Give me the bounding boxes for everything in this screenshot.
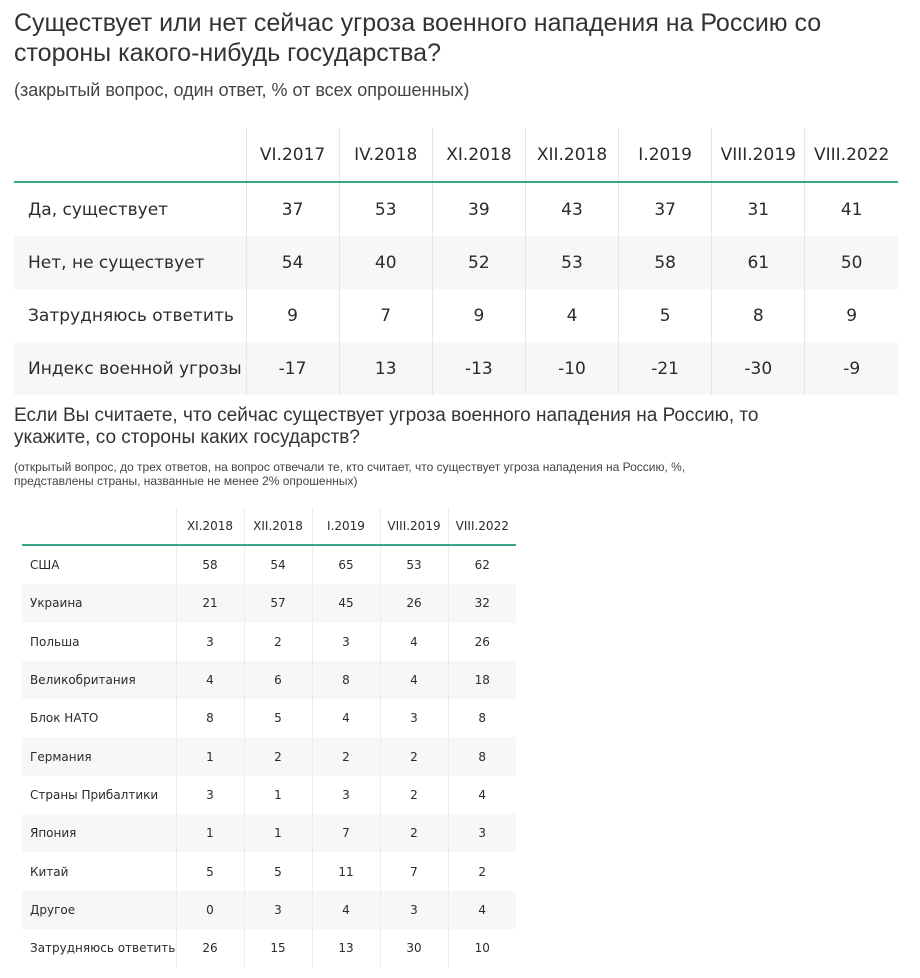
row-label: Затрудняюсь ответить xyxy=(28,305,234,326)
table-row xyxy=(14,182,898,236)
value-cell: 5 xyxy=(176,852,244,890)
value-cell: 2 xyxy=(244,737,312,775)
column-header: XI.2018 xyxy=(432,128,525,182)
table-row xyxy=(14,236,898,289)
value-cell: 2 xyxy=(312,737,380,775)
value-cell: 9 xyxy=(432,289,525,342)
question-2-subtitle: (открытый вопрос, до трех ответов, на вопрос отвечали те, кто считает, что существует угроза нападения на Россию, %, представлены страны, названные не менее 2% опрошенных) xyxy=(14,460,686,488)
question-2-title: Если Вы считаете, что сейчас существует угроза военного нападения на Россию, то укажите, со стороны каких государств? xyxy=(14,405,759,448)
column-header: VIII.2022 xyxy=(448,508,516,545)
value-cell: 15 xyxy=(244,929,312,967)
value-cell: 7 xyxy=(312,814,380,852)
threat-existence-table xyxy=(14,128,898,395)
value-cell: 3 xyxy=(244,891,312,929)
value-cell: 2 xyxy=(380,776,448,814)
value-cell: 13 xyxy=(312,929,380,967)
value-cell: 8 xyxy=(448,737,516,775)
value-cell: 2 xyxy=(448,852,516,890)
value-cell: -13 xyxy=(432,342,525,395)
value-cell: -21 xyxy=(619,342,712,395)
value-cell: 53 xyxy=(525,236,618,289)
table-row xyxy=(22,545,516,584)
value-cell: 4 xyxy=(448,891,516,929)
row-label: Польша xyxy=(30,634,80,649)
value-cell: 10 xyxy=(448,929,516,967)
value-cell: 37 xyxy=(246,182,339,236)
value-cell: 8 xyxy=(176,699,244,737)
header-row xyxy=(22,508,516,545)
threat-countries-table xyxy=(22,508,516,967)
value-cell: 2 xyxy=(244,623,312,661)
value-cell: -17 xyxy=(246,342,339,395)
value-cell: 3 xyxy=(380,699,448,737)
column-header: IV.2018 xyxy=(339,128,432,182)
row-label: Нет, не существует xyxy=(14,236,246,289)
column-header: I.2019 xyxy=(312,508,380,545)
table-row xyxy=(22,661,516,699)
table-row xyxy=(22,699,516,737)
table-2-body xyxy=(22,545,516,967)
table-row xyxy=(22,814,516,852)
row-label: Украина xyxy=(22,584,176,622)
value-cell: 26 xyxy=(448,623,516,661)
value-cell: 1 xyxy=(176,814,244,852)
value-cell: 2 xyxy=(380,737,448,775)
value-cell: 4 xyxy=(380,661,448,699)
value-cell: 4 xyxy=(176,661,244,699)
value-cell: 0 xyxy=(176,891,244,929)
value-cell: 4 xyxy=(525,289,618,342)
value-cell: -10 xyxy=(525,342,618,395)
table-2-header xyxy=(22,508,516,545)
row-label: Другое xyxy=(22,891,176,929)
table-row xyxy=(22,776,516,814)
row-label: Великобритания xyxy=(22,661,176,699)
value-cell: 5 xyxy=(244,852,312,890)
value-cell: 26 xyxy=(380,584,448,622)
value-cell: 3 xyxy=(312,623,380,661)
value-cell: 4 xyxy=(312,891,380,929)
value-cell: 54 xyxy=(244,545,312,584)
value-cell: 7 xyxy=(339,289,432,342)
value-cell: 9 xyxy=(246,289,339,342)
value-cell: 3 xyxy=(380,891,448,929)
value-cell: 43 xyxy=(525,182,618,236)
value-cell: 39 xyxy=(432,182,525,236)
value-cell: 3 xyxy=(176,776,244,814)
value-cell: 1 xyxy=(244,776,312,814)
row-label: Блок НАТО xyxy=(30,711,99,726)
value-cell: 61 xyxy=(712,236,805,289)
value-cell: 40 xyxy=(339,236,432,289)
row-label: Япония xyxy=(22,814,176,852)
table-row xyxy=(22,929,516,967)
column-header: I.2019 xyxy=(619,128,712,182)
value-cell: 30 xyxy=(380,929,448,967)
value-cell: 32 xyxy=(448,584,516,622)
row-label: Страны Прибалтики xyxy=(30,787,159,802)
row-label: США xyxy=(30,558,60,573)
value-cell: 3 xyxy=(312,776,380,814)
value-cell: 3 xyxy=(448,814,516,852)
column-header: VI.2017 xyxy=(246,128,339,182)
value-cell: 2 xyxy=(380,814,448,852)
value-cell: 1 xyxy=(244,814,312,852)
header-corner-cell xyxy=(22,508,176,545)
value-cell: 58 xyxy=(619,236,712,289)
row-label: Да, существует xyxy=(28,199,169,220)
value-cell: 50 xyxy=(805,236,898,289)
value-cell: 3 xyxy=(176,623,244,661)
column-header: VIII.2019 xyxy=(380,508,448,545)
value-cell: 9 xyxy=(805,289,898,342)
table-1-header xyxy=(14,128,898,182)
column-header: VIII.2019 xyxy=(712,128,805,182)
table-row xyxy=(14,289,898,342)
value-cell: 8 xyxy=(312,661,380,699)
value-cell: 11 xyxy=(312,852,380,890)
value-cell: 31 xyxy=(712,182,805,236)
table-row xyxy=(22,891,516,929)
value-cell: 4 xyxy=(380,623,448,661)
value-cell: 6 xyxy=(244,661,312,699)
value-cell: -30 xyxy=(712,342,805,395)
question-1-subtitle: (закрытый вопрос, один ответ, % от всех опрошенных) xyxy=(14,80,470,100)
value-cell: 26 xyxy=(176,929,244,967)
value-cell: 7 xyxy=(380,852,448,890)
column-header: XII.2018 xyxy=(525,128,618,182)
value-cell: 45 xyxy=(312,584,380,622)
column-header: XI.2018 xyxy=(176,508,244,545)
value-cell: 4 xyxy=(312,699,380,737)
table-row xyxy=(22,852,516,890)
header-corner-cell xyxy=(14,128,246,182)
row-label: Затрудняюсь ответить xyxy=(30,941,176,956)
table-row xyxy=(22,623,516,661)
table-1-body xyxy=(14,182,898,395)
header-row xyxy=(14,128,898,182)
value-cell: 53 xyxy=(339,182,432,236)
value-cell: 21 xyxy=(176,584,244,622)
value-cell: 5 xyxy=(619,289,712,342)
table-row xyxy=(14,342,898,395)
value-cell: 62 xyxy=(448,545,516,584)
value-cell: 18 xyxy=(448,661,516,699)
row-label: Индекс военной угрозы xyxy=(14,342,246,395)
value-cell: 41 xyxy=(805,182,898,236)
value-cell: 53 xyxy=(380,545,448,584)
value-cell: 52 xyxy=(432,236,525,289)
value-cell: 1 xyxy=(176,737,244,775)
value-cell: -9 xyxy=(805,342,898,395)
table-row xyxy=(22,737,516,775)
value-cell: 37 xyxy=(619,182,712,236)
value-cell: 65 xyxy=(312,545,380,584)
column-header: XII.2018 xyxy=(244,508,312,545)
question-1-title: Существует или нет сейчас угроза военного нападения на Россию со стороны какого-нибудь государства? xyxy=(14,9,822,67)
value-cell: 58 xyxy=(176,545,244,584)
row-label: Германия xyxy=(22,737,176,775)
value-cell: 8 xyxy=(448,699,516,737)
row-label: Китай xyxy=(30,864,69,879)
column-header: VIII.2022 xyxy=(805,128,898,182)
table-row xyxy=(22,584,516,622)
value-cell: 8 xyxy=(712,289,805,342)
value-cell: 13 xyxy=(339,342,432,395)
value-cell: 5 xyxy=(244,699,312,737)
value-cell: 54 xyxy=(246,236,339,289)
value-cell: 4 xyxy=(448,776,516,814)
value-cell: 57 xyxy=(244,584,312,622)
